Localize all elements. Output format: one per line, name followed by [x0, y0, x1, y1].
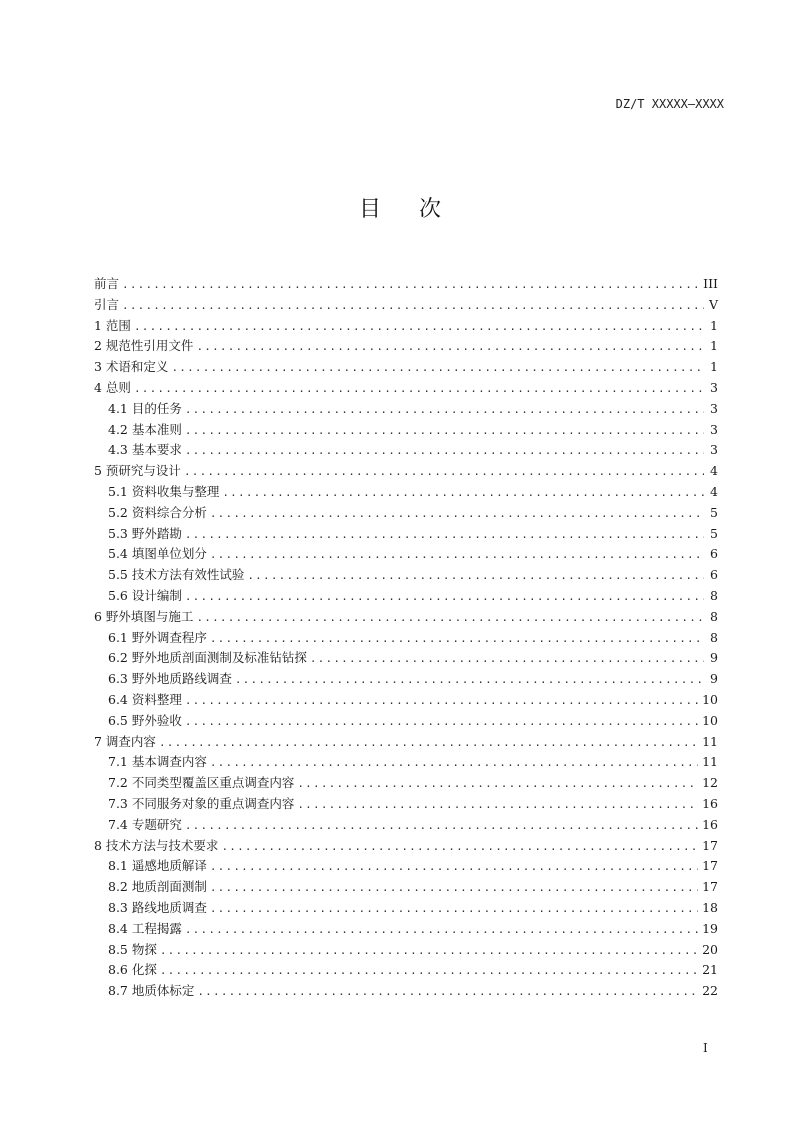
toc-entry-page: 17 — [702, 879, 718, 895]
toc-entry-page: 16 — [702, 816, 718, 832]
toc-dot-leader — [185, 816, 698, 837]
toc-entry-label: 8.2 地质剖面测制 — [108, 879, 207, 895]
toc-entry[interactable] — [94, 794, 718, 815]
toc-dot-leader — [122, 296, 704, 317]
toc-entry-label: 8.3 路线地质调查 — [108, 899, 207, 915]
toc-entry[interactable] — [94, 815, 718, 836]
toc-dot-leader — [134, 317, 704, 338]
toc-entry[interactable] — [94, 440, 718, 461]
toc-dot-leader — [185, 421, 704, 442]
toc-dot-leader — [185, 525, 704, 546]
toc-entry[interactable] — [94, 773, 718, 794]
toc-entry-label: 4.1 目的任务 — [108, 400, 182, 416]
toc-entry[interactable] — [94, 274, 718, 295]
toc-dot-leader — [159, 733, 698, 754]
toc-dot-leader — [185, 712, 698, 733]
toc-entry[interactable] — [94, 752, 718, 773]
toc-entry-page: 8 — [710, 608, 718, 624]
toc-dot-leader — [185, 441, 704, 462]
toc-entry[interactable] — [94, 856, 718, 877]
toc-entry-page: 9 — [710, 650, 718, 666]
toc-entry-page: 1 — [710, 338, 718, 354]
toc-dot-leader — [235, 670, 704, 691]
toc-entry-label: 6.1 野外调查程序 — [108, 629, 207, 645]
toc-entry[interactable] — [94, 940, 718, 961]
toc-entry[interactable] — [94, 482, 718, 503]
toc-entry-page: 18 — [702, 899, 718, 915]
toc-dot-leader — [197, 982, 698, 1003]
table-of-contents — [94, 274, 718, 1002]
toc-entry-page: 19 — [702, 920, 718, 936]
toc-dot-leader — [210, 753, 698, 774]
toc-entry[interactable] — [94, 420, 718, 441]
toc-entry-label: 4.2 基本准则 — [108, 421, 182, 437]
toc-entry[interactable] — [94, 732, 718, 753]
toc-entry-page: 22 — [702, 983, 718, 999]
toc-entry-page: 4 — [710, 483, 718, 499]
toc-entry[interactable] — [94, 461, 718, 482]
toc-dot-leader — [196, 337, 704, 358]
toc-entry[interactable] — [94, 295, 718, 316]
toc-entry[interactable] — [94, 524, 718, 545]
toc-dot-leader — [184, 462, 704, 483]
toc-entry-page: 20 — [702, 941, 718, 957]
toc-entry-page: 4 — [710, 463, 718, 479]
toc-dot-leader — [185, 691, 698, 712]
toc-dot-leader — [221, 837, 698, 858]
toc-entry-page: 16 — [702, 795, 718, 811]
toc-entry[interactable] — [94, 877, 718, 898]
toc-entry-label: 1 范围 — [94, 317, 131, 333]
toc-entry-page: 12 — [702, 775, 718, 791]
toc-entry-page: 3 — [710, 421, 718, 437]
toc-entry[interactable] — [94, 711, 718, 732]
toc-entry[interactable] — [94, 586, 718, 607]
toc-entry[interactable] — [94, 898, 718, 919]
toc-entry-page: 6 — [710, 546, 718, 562]
toc-dot-leader — [122, 275, 699, 296]
toc-dot-leader — [310, 649, 704, 670]
toc-entry-page: 5 — [710, 504, 718, 520]
toc-entry[interactable] — [94, 336, 718, 357]
toc-entry-page: 3 — [710, 442, 718, 458]
toc-entry-label: 5.1 资料收集与整理 — [108, 483, 220, 499]
toc-entry-page: 3 — [710, 400, 718, 416]
toc-dot-leader — [297, 795, 698, 816]
toc-entry[interactable] — [94, 399, 718, 420]
toc-entry-label: 8 技术方法与技术要求 — [94, 837, 219, 853]
toc-dot-leader — [171, 358, 704, 379]
toc-entry-page: 8 — [710, 629, 718, 645]
toc-entry-page: 10 — [702, 691, 718, 707]
document-code: DZ/T XXXXX—XXXX — [615, 97, 724, 111]
toc-entry-label: 7.3 不同服务对象的重点调查内容 — [108, 795, 295, 811]
toc-entry-label: 2 规范性引用文件 — [94, 338, 194, 354]
toc-dot-leader — [247, 566, 704, 587]
toc-entry-label: 8.6 化探 — [108, 962, 157, 978]
toc-entry[interactable] — [94, 607, 718, 628]
toc-dot-leader — [222, 483, 704, 504]
toc-entry-label: 4.3 基本要求 — [108, 442, 182, 458]
toc-dot-leader — [185, 920, 698, 941]
toc-entry-label: 6.5 野外验收 — [108, 712, 182, 728]
toc-entry-label: 5.5 技术方法有效性试验 — [108, 567, 245, 583]
toc-entry-label: 6.3 野外地质路线调查 — [108, 671, 232, 687]
toc-entry-page: 11 — [702, 754, 718, 770]
toc-entry[interactable] — [94, 690, 718, 711]
toc-entry-page: 1 — [710, 359, 718, 375]
toc-dot-leader — [210, 899, 698, 920]
toc-dot-leader — [160, 941, 698, 962]
toc-entry[interactable] — [94, 357, 718, 378]
toc-entry-page: 6 — [710, 567, 718, 583]
toc-entry-label: 8.5 物探 — [108, 941, 157, 957]
toc-entry[interactable] — [94, 919, 718, 940]
toc-dot-leader — [210, 504, 704, 525]
toc-entry-page: 11 — [702, 733, 718, 749]
toc-entry-label: 3 术语和定义 — [94, 359, 169, 375]
toc-entry-label: 6.2 野外地质剖面测制及标准钻钻探 — [108, 650, 307, 666]
toc-entry[interactable] — [94, 565, 718, 586]
toc-entry-page: 17 — [702, 837, 718, 853]
toc-dot-leader — [196, 608, 704, 629]
toc-entry-page: 5 — [710, 525, 718, 541]
toc-entry-page: 8 — [710, 587, 718, 603]
toc-entry-label: 前言 — [94, 276, 120, 291]
toc-entry[interactable] — [94, 544, 718, 565]
toc-dot-leader — [210, 629, 704, 650]
toc-entry[interactable] — [94, 628, 718, 649]
toc-entry-label: 5.3 野外踏勘 — [108, 525, 182, 541]
toc-entry-label: 7.1 基本调查内容 — [108, 754, 207, 770]
toc-dot-leader — [134, 379, 704, 400]
toc-entry-page: 10 — [702, 712, 718, 728]
toc-entry-label: 5.6 设计编制 — [108, 587, 182, 603]
toc-entry[interactable] — [94, 669, 718, 690]
page-number: I — [703, 1041, 708, 1055]
toc-entry-label: 6.4 资料整理 — [108, 691, 182, 707]
toc-entry[interactable] — [94, 503, 718, 524]
toc-entry-label: 8.4 工程揭露 — [108, 920, 182, 936]
toc-entry-label: 8.7 地质体标定 — [108, 983, 195, 999]
toc-dot-leader — [160, 961, 698, 982]
toc-entry-label: 6 野外填图与施工 — [94, 608, 194, 624]
toc-entry-label: 8.1 遥感地质解译 — [108, 858, 207, 874]
toc-entry[interactable] — [94, 648, 718, 669]
toc-entry[interactable] — [94, 960, 718, 981]
toc-entry[interactable] — [94, 316, 718, 337]
toc-entry-label: 5.4 填图单位划分 — [108, 546, 207, 562]
toc-entry-page: 9 — [710, 671, 718, 687]
toc-entry-label: 7.2 不同类型覆盖区重点调查内容 — [108, 775, 295, 791]
toc-dot-leader — [185, 587, 704, 608]
toc-entry-label: 7.4 专题研究 — [108, 816, 182, 832]
toc-dot-leader — [210, 857, 698, 878]
toc-entry-page: 17 — [702, 858, 718, 874]
toc-entry-label: 5.2 资料综合分析 — [108, 504, 207, 520]
toc-entry-label: 5 预研究与设计 — [94, 463, 181, 479]
toc-entry-page: 1 — [710, 317, 718, 333]
page-title: 目次 — [358, 197, 479, 222]
toc-entry-page: 21 — [702, 962, 718, 978]
toc-entry[interactable] — [94, 836, 718, 857]
toc-entry[interactable] — [94, 378, 718, 399]
toc-entry-page: 3 — [710, 379, 718, 395]
toc-dot-leader — [185, 400, 704, 421]
toc-dot-leader — [210, 878, 698, 899]
toc-entry-page: V — [708, 296, 718, 312]
toc-entry-label: 引言 — [94, 296, 120, 312]
toc-entry-label: 4 总则 — [94, 379, 131, 395]
toc-entry-page: III — [703, 276, 718, 291]
toc-entry-label: 7 调查内容 — [94, 733, 156, 749]
toc-dot-leader — [210, 545, 704, 566]
toc-entry[interactable] — [94, 981, 718, 1002]
toc-dot-leader — [297, 774, 698, 795]
